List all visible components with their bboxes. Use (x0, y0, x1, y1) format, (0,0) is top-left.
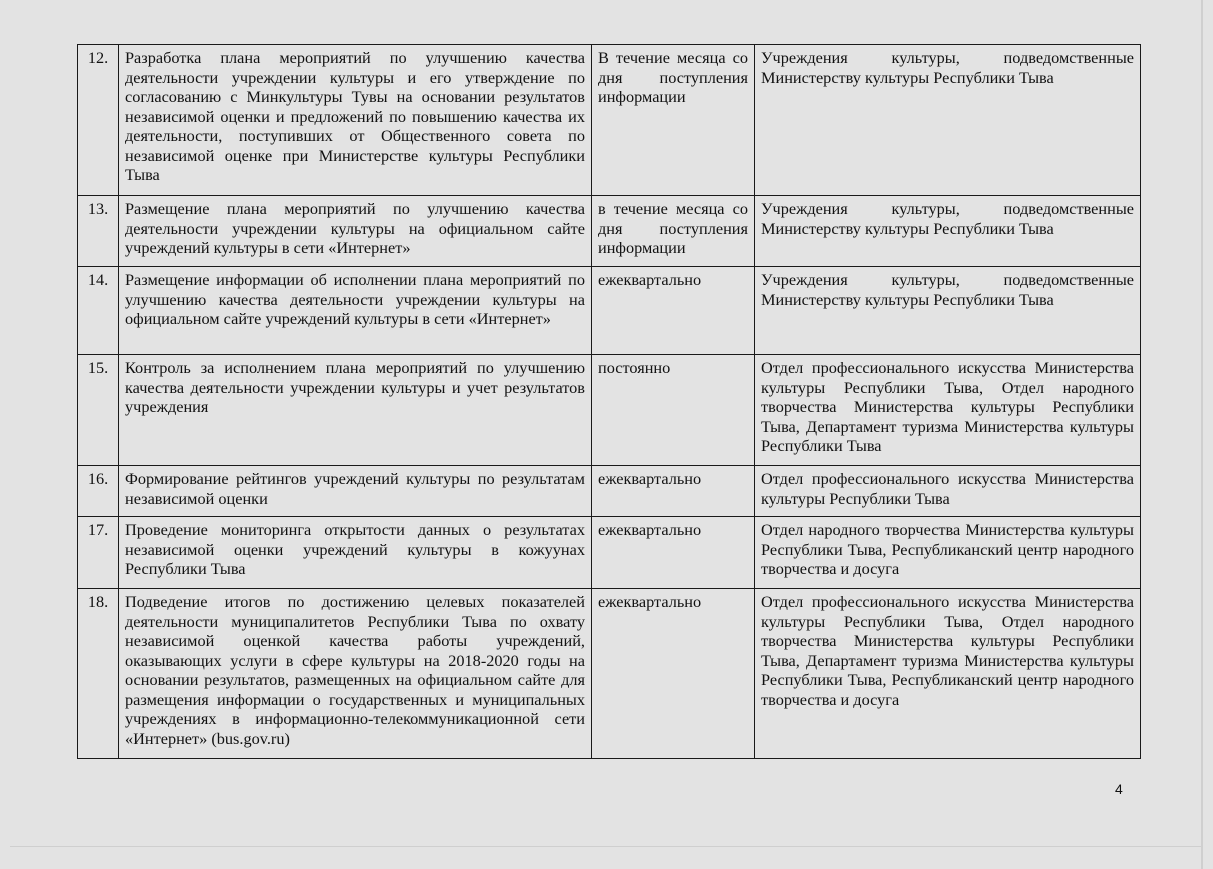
table-row (78, 45, 1141, 196)
row-number: 15. (78, 355, 119, 466)
action-plan-table (77, 44, 1141, 759)
row-number: 18. (78, 589, 119, 759)
deadline: ежеквартально (592, 517, 755, 589)
row-number: 14. (78, 267, 119, 355)
deadline: в течение месяца со дня поступления информации (592, 196, 755, 267)
measure-description: Контроль за исполнением плана мероприятий по улучшению качества деятельности учреждении культуры и учет результатов учреждения (119, 355, 592, 466)
table-row (78, 355, 1141, 466)
responsible-party: Учреждения культуры, подведомственные Министерству культуры Республики Тыва (755, 196, 1141, 267)
deadline: ежеквартально (592, 466, 755, 517)
responsible-party: Отдел профессионального искусства Министерства культуры Республики Тыва (755, 466, 1141, 517)
table-row (78, 267, 1141, 355)
deadline: постоянно (592, 355, 755, 466)
measure-description: Размещение плана мероприятий по улучшению качества деятельности учреждении культуры на официальном сайте учреждений культуры в сети «Интернет» (119, 196, 592, 267)
measure-description: Разработка плана мероприятий по улучшению качества деятельности учреждении культуры и его утверждение по согласованию с Минкультуры Тувы на основании результатов независимой оценки и предложений по повышению качества их деятельности, поступивших от Общественного совета по независимой оценке при Министерстве культуры Республики Тыва (119, 45, 592, 196)
measure-description: Подведение итогов по достижению целевых показателей деятельности муниципалитетов Республики Тыва по охвату независимой оценкой качества работы учреждений, оказывающих услуги в сфере культуры на 2018-2020 годы на основании результатов, размещенных на официальном сайте для размещения информации о государственных и муниципальных учреждениях в информационно-телекоммуникационной сети «Интернет» (bus.gov.ru) (119, 589, 592, 759)
responsible-party: Отдел народного творчества Министерства культуры Республики Тыва, Республиканский центр народного творчества и досуга (755, 517, 1141, 589)
deadline: ежеквартально (592, 267, 755, 355)
page-number: 4 (1115, 781, 1123, 797)
page-edge-right (1201, 0, 1203, 869)
measure-description: Проведение мониторинга открытости данных о результатах независимой оценки учреждений культуры в кожуунах Республики Тыва (119, 517, 592, 589)
measure-description: Размещение информации об исполнении плана мероприятий по улучшению качества деятельности учреждении культуры на официальном сайте учреждений культуры в сети «Интернет» (119, 267, 592, 355)
table-row (78, 196, 1141, 267)
row-number: 17. (78, 517, 119, 589)
deadline: ежеквартально (592, 589, 755, 759)
row-number: 12. (78, 45, 119, 196)
measure-description: Формирование рейтингов учреждений культуры по результатам независимой оценки (119, 466, 592, 517)
responsible-party: Отдел профессионального искусства Министерства культуры Республики Тыва, Отдел народного творчества Министерства культуры Республики Тыва, Департамент туризма Министерства культуры Республики Тыва (755, 355, 1141, 466)
table-row (78, 517, 1141, 589)
table-row (78, 589, 1141, 759)
responsible-party: Учреждения культуры, подведомственные Министерству культуры Республики Тыва (755, 267, 1141, 355)
page-edge-bottom (10, 846, 1203, 847)
row-number: 16. (78, 466, 119, 517)
row-number: 13. (78, 196, 119, 267)
deadline: В течение месяца со дня поступления информации (592, 45, 755, 196)
responsible-party: Отдел профессионального искусства Министерства культуры Республики Тыва, Отдел народного творчества Министерства культуры Республики Тыва, Департамент туризма Министерства культуры Республики Тыва, Республиканский центр народного творчества и досуга (755, 589, 1141, 759)
table-row (78, 466, 1141, 517)
responsible-party: Учреждения культуры, подведомственные Министерству культуры Республики Тыва (755, 45, 1141, 196)
